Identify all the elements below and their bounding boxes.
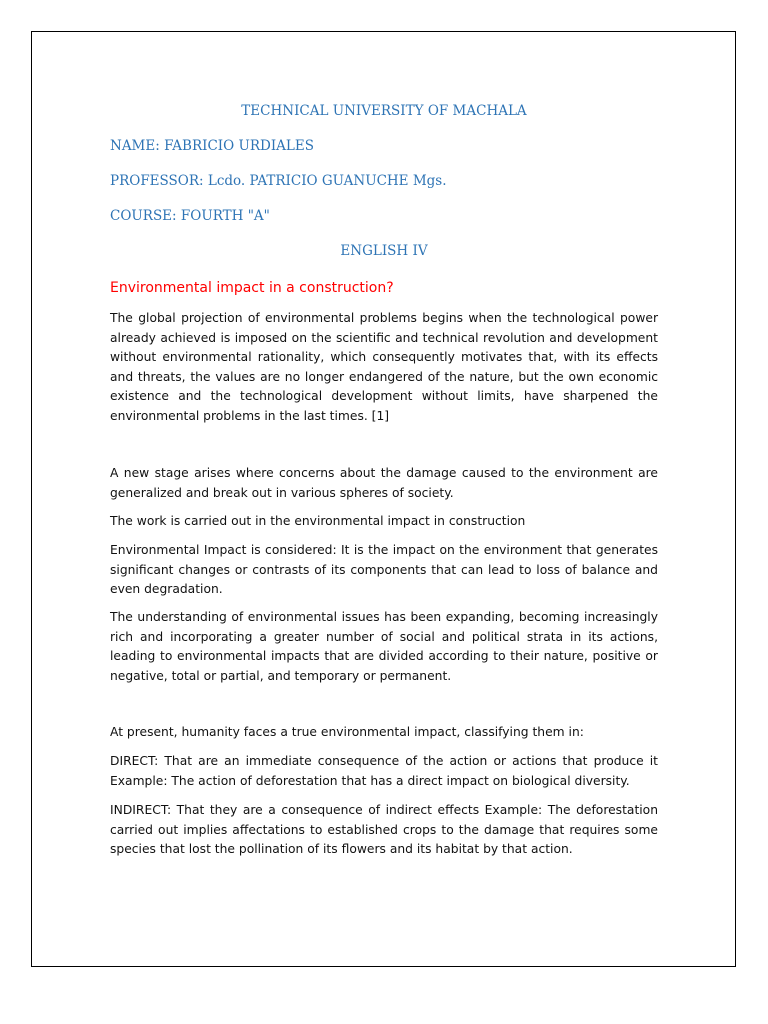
student-name: NAME: FABRICIO URDIALES — [110, 138, 314, 154]
paragraph-new-stage: A new stage arises where concerns about the damage caused to the environment are generalized and break out in various spheres of society. — [110, 466, 658, 500]
paragraph-work: The work is carried out in the environmental impact in construction — [110, 514, 526, 528]
course-label: COURSE: FOURTH "A" — [110, 208, 270, 224]
paragraph-understanding: The understanding of environmental issues has been expanding, becoming increasingly rich and incorporating a greater number of social and political strata in its actions, leading to environmental impacts that are divided according to their nature, positive or negative, total or partial, and temporary or permanent. — [110, 610, 658, 683]
paragraph-classification: At present, humanity faces a true environmental impact, classifying them in: — [110, 725, 584, 739]
paragraph-indirect: INDIRECT: That they are a consequence of indirect effects Example: The deforestation carried out implies affectations to established crops to the damage that requires some species that lost the pollination of its flowers and its habitat by that action. — [110, 803, 658, 856]
professor-name: PROFESSOR: Lcdo. PATRICIO GUANUCHE Mgs. — [110, 173, 447, 189]
paragraph-direct: DIRECT: That are an immediate consequence of the action or actions that produce it Example: The action of deforestation that has a direct impact on biological diversity. — [110, 754, 658, 788]
subject-label: ENGLISH IV — [340, 243, 428, 259]
paragraph-global-projection: The global projection of environmental problems begins when the technological power already achieved is imposed on the scientific and technical revolution and development without environmental rationality, which consequently motivates that, with its effects and threats, the values are no longer endangered of the nature, but the own economic existence and the technological development without limits, have sharpened the environmental problems in the last times. [1] — [110, 311, 658, 423]
paragraph-impact-definition: Environmental Impact is considered: It is the impact on the environment that generates significant changes or contrasts of its components that can lead to loss of balance and even degradation. — [110, 543, 658, 596]
university-title: TECHNICAL UNIVERSITY OF MACHALA — [241, 103, 527, 119]
document-title: Environmental impact in a construction? — [110, 280, 394, 296]
